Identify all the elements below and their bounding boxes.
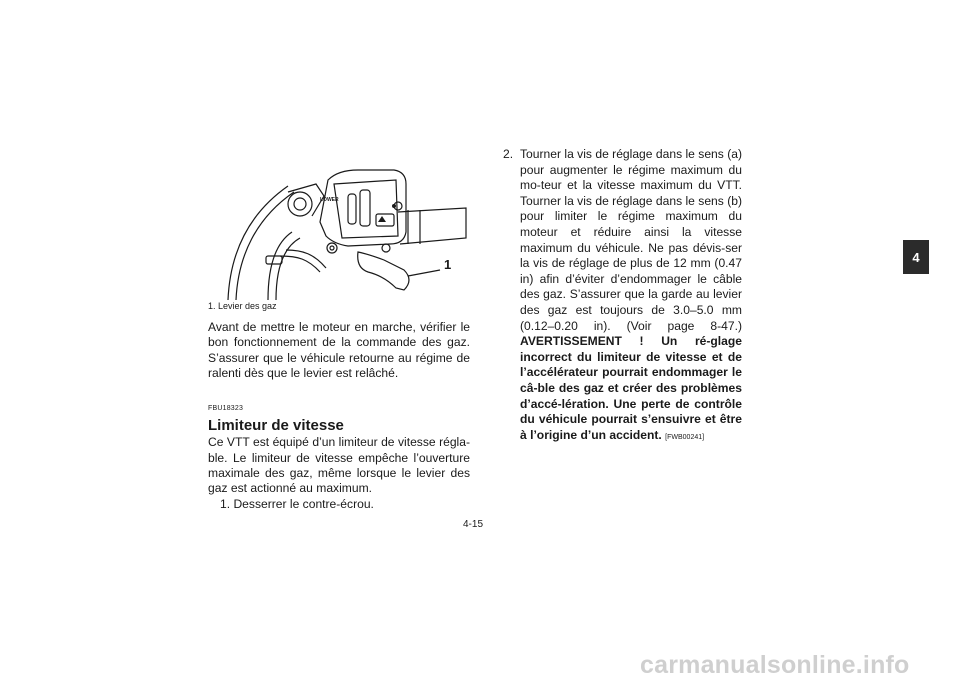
section-paragraph: Ce VTT est équipé d’un limiteur de vitesse régla-ble. Le limiteur de vitesse empêche l’ouverture maximale des gaz, même lorsque le levier des gaz est actionné au maximum. bbox=[208, 435, 470, 496]
page-number: 4-15 bbox=[463, 519, 484, 530]
callout-number: 1 bbox=[444, 257, 452, 272]
watermark[interactable]: carmanualsonline.info bbox=[640, 651, 910, 679]
left-column bbox=[208, 320, 470, 512]
handlebar-drawing bbox=[208, 144, 470, 300]
throttle-lever-illustration bbox=[208, 144, 470, 300]
step-1: 1. Desserrer le contre-écrou. bbox=[220, 496, 374, 511]
warning-text: AVERTISSEMENT ! Un ré-glage incorrect du limiteur de vitesse et de l’accélérateur pourrait endommager le câ-ble des gaz et créer des problèmes d’accé-lération. Une perte de contrôle du véhicule pourrait s’ensuivre et être à l’origine d’un accident. bbox=[520, 334, 742, 442]
figure-caption: 1. Levier des gaz bbox=[208, 301, 277, 311]
warning-reference: [FWB00241] bbox=[665, 433, 705, 441]
step-2-number: 2. bbox=[503, 147, 514, 161]
section-heading: Limiteur de vitesse bbox=[208, 417, 344, 435]
right-column bbox=[503, 147, 742, 445]
lower-label: LOWER bbox=[320, 197, 339, 203]
step-2-instructions: Tourner la vis de réglage dans le sens (a) pour augmenter le régime maximum du mo-teur et la vitesse maximum du VTT. Tourner la vis de réglage dans le sens (b) pour limiter le régime maximum du moteur et réduire ainsi la vitesse maximum du véhicule. Ne pas dévis-ser la vis de réglage de plus de 12 mm (0.47 in) afin d’éviter d’endommager le câble des gaz. S’assurer que la garde au levier des gaz est toujours de 3.0–5.0 mm (0.12–0.20 in). (Voir page 8-47.) bbox=[520, 147, 742, 333]
section-code: FBU18323 bbox=[208, 405, 244, 413]
intro-paragraph: Avant de mettre le moteur en marche, vérifier le bon fonctionnement de la commande des gaz. S’assurer que le véhicule retourne au régime de ralenti dès que le levier est relâché. bbox=[208, 320, 470, 380]
step-2 bbox=[503, 147, 742, 445]
step-2-text bbox=[520, 147, 742, 445]
chapter-tab: 4 bbox=[903, 240, 929, 274]
